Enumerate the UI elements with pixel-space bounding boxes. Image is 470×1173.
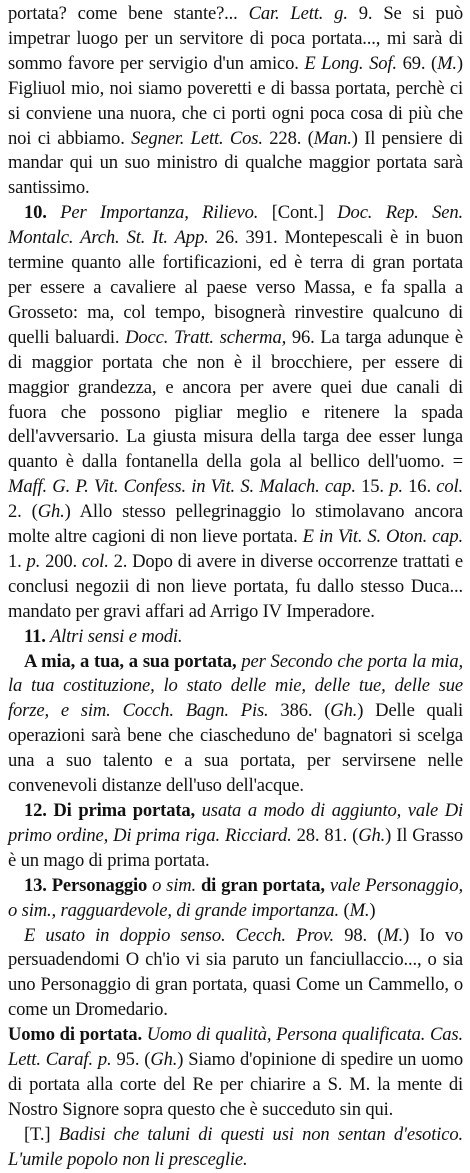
text-run: 12. Di prima portata, bbox=[24, 800, 196, 821]
text-run: di gran portata, bbox=[200, 874, 325, 896]
text-run: 15. bbox=[355, 476, 390, 498]
text-run: Maff. G. P. Vit. Confess. in Vit. S. Malach. cap. bbox=[8, 476, 356, 498]
text-run: 1. bbox=[8, 550, 27, 572]
sense-12-paragraph bbox=[8, 799, 463, 874]
text-run: M. bbox=[349, 899, 370, 921]
text-run: ) Io vo persuadendomi O ch'io vi sia paruto un fanciullaccio..., o sia uno Personaggio di gran portata, quasi Come un Cammello, o come un Dromedario. bbox=[8, 924, 463, 1021]
text-run: Badisi che taluni di questi usi non sentan d'esotico. L'umile popolo non li presceglie. bbox=[8, 1123, 463, 1170]
text-run: 10. bbox=[24, 202, 47, 224]
text-run: Gh. bbox=[150, 1049, 178, 1071]
text-run: E in Vit. S. Oton. cap. bbox=[302, 526, 463, 548]
text-run: 26. 391. Montepescali è in buon termine quanto alle fortificazioni, ed è terra di gran portata per essere a cavaliere al paese verso Massa, e fa spalla a Grosseto: ma, col tempo, bisognerà rinvestire qualcuno di quelli baluardi. bbox=[8, 227, 463, 348]
text-run: [Cont.] bbox=[258, 202, 338, 224]
text-run: 200. bbox=[40, 550, 82, 572]
text-run: portata? come bene stante?... bbox=[8, 3, 249, 24]
text-run: Uomo di portata. bbox=[8, 1024, 142, 1046]
text-run: ) Figliuol mio, noi siamo poveretti e di bassa portata, perchè ci si conviene una nuora, che ci porti ogni poca cosa di più che noi ci abbiamo. bbox=[8, 52, 463, 149]
text-run: 386. ( bbox=[268, 700, 331, 722]
text-run: 28. 81. ( bbox=[291, 824, 359, 846]
idiom-a-mia-portata bbox=[8, 650, 463, 799]
text-run: Man. bbox=[313, 127, 352, 149]
text-run: p. bbox=[389, 476, 403, 498]
text-run: ) Allo stesso pellegrinaggio lo stimolavano ancora molte altre cagioni di non lieve portata. bbox=[8, 501, 463, 548]
uomo-di-portata-paragraph bbox=[8, 1023, 463, 1123]
text-run: ) bbox=[369, 899, 376, 921]
text-run: 9. Se si può impetrar luogo per un servitore di poca portata..., mi sarà di sommo favore per servigio d'un amico. bbox=[8, 3, 463, 74]
text-run: col. bbox=[436, 476, 463, 498]
text-run: per Secondo che porta la mia, la tua costituzione, lo stato delle mie, delle tue, delle sue forze, e sim. Cocch. Bagn. Pis. bbox=[8, 650, 464, 722]
text-run: Gh. bbox=[37, 501, 65, 523]
sense-11-heading bbox=[8, 625, 463, 650]
text-run: [T.] bbox=[24, 1123, 51, 1145]
text-run: 2. Dopo di avere in diverse occorrenze trattati e conclusi negozii di non lieve portata, fu dallo stesso Duca... mandato per gravi affari ad Arrigo IV Imperadore. bbox=[8, 550, 463, 622]
text-run: 96. La targa adunque è di maggior portata che non è il brocchiere, per essere di maggior grandezza, e ancora per avere quei due canali di fuora che possono pigliar meglio e ritenere la spada dell'avversario. La giusta misura della targa dee esser lunga quanto è dalla fontanella della gola al bellico dell'uomo. = bbox=[8, 326, 463, 473]
text-run: 95. ( bbox=[111, 1049, 151, 1071]
sense-13-paragraph bbox=[8, 874, 463, 924]
text-run: A mia, a tua, a sua portata, bbox=[24, 650, 237, 672]
text-run: Altri sensi e modi. bbox=[45, 625, 183, 647]
text-run: 69. ( bbox=[396, 52, 438, 74]
text-run: Doc. Rep. Sen. Montalc. Arch. St. It. App. bbox=[8, 202, 463, 249]
text-run: usata a modo di aggiunto, vale Di primo ordine, Di prima riga. Ricciard. bbox=[8, 800, 463, 846]
text-run: Segner. Lett. Cos. bbox=[131, 127, 263, 149]
text-run: col. bbox=[81, 550, 109, 572]
text-run: Per Importanza, Rilievo. bbox=[46, 202, 259, 224]
text-run: E Long. Sof. bbox=[304, 52, 397, 74]
note-paragraph bbox=[8, 1123, 463, 1173]
text-run: o sim. bbox=[147, 874, 201, 896]
text-run: 98. ( bbox=[334, 924, 384, 946]
text-run: ( bbox=[339, 899, 350, 921]
text-run: ) Siamo d'opinione di spedire un uomo di portata alla corte del Re per chiarire a S. M. la mente di Nostro Signore sopra questo che è succeduto sin qui. bbox=[8, 1049, 463, 1120]
text-run: ) Il Grasso è un mago di prima portata. bbox=[8, 824, 464, 871]
text-run: 16. bbox=[402, 476, 437, 498]
text-run: ) Il pensiere di mandar qui un suo ministro di qualche maggior portata sarà santissimo. bbox=[8, 127, 463, 199]
sense-10-paragraph bbox=[8, 201, 463, 624]
text-run: Uomo di qualità, Persona qualificata. Cas. Lett. Caraf. p. bbox=[8, 1024, 463, 1071]
text-run: Gh. bbox=[358, 824, 386, 846]
text-run: 11. bbox=[24, 625, 46, 647]
text-run: M. bbox=[437, 52, 457, 74]
text-run: Docc. Tratt. scherma, bbox=[125, 326, 287, 348]
text-run: E usato in doppio senso. Cecch. Prov. bbox=[24, 924, 335, 946]
text-run: Gh. bbox=[330, 700, 358, 722]
text-run: Car. Lett. g. bbox=[248, 3, 348, 24]
text-run: p. bbox=[26, 550, 41, 572]
text-run: 2. ( bbox=[8, 501, 38, 523]
text-run: 228. ( bbox=[262, 127, 314, 149]
text-run: 13. Personaggio bbox=[24, 874, 148, 896]
entry-paragraph bbox=[8, 2, 463, 201]
text-run: vale Personaggio, o sim., ragguardevole, di grande importanza. bbox=[8, 874, 463, 921]
double-sense-paragraph bbox=[8, 924, 463, 1024]
text-run: ) Delle quali operazioni sarà bene che ciascheduno de' bagnatori si scelga una a suo talento e a sua portata, per servirsene nelle convenevoli distanze dell'uso dell'acque. bbox=[8, 700, 463, 797]
text-run: M. bbox=[383, 924, 404, 946]
